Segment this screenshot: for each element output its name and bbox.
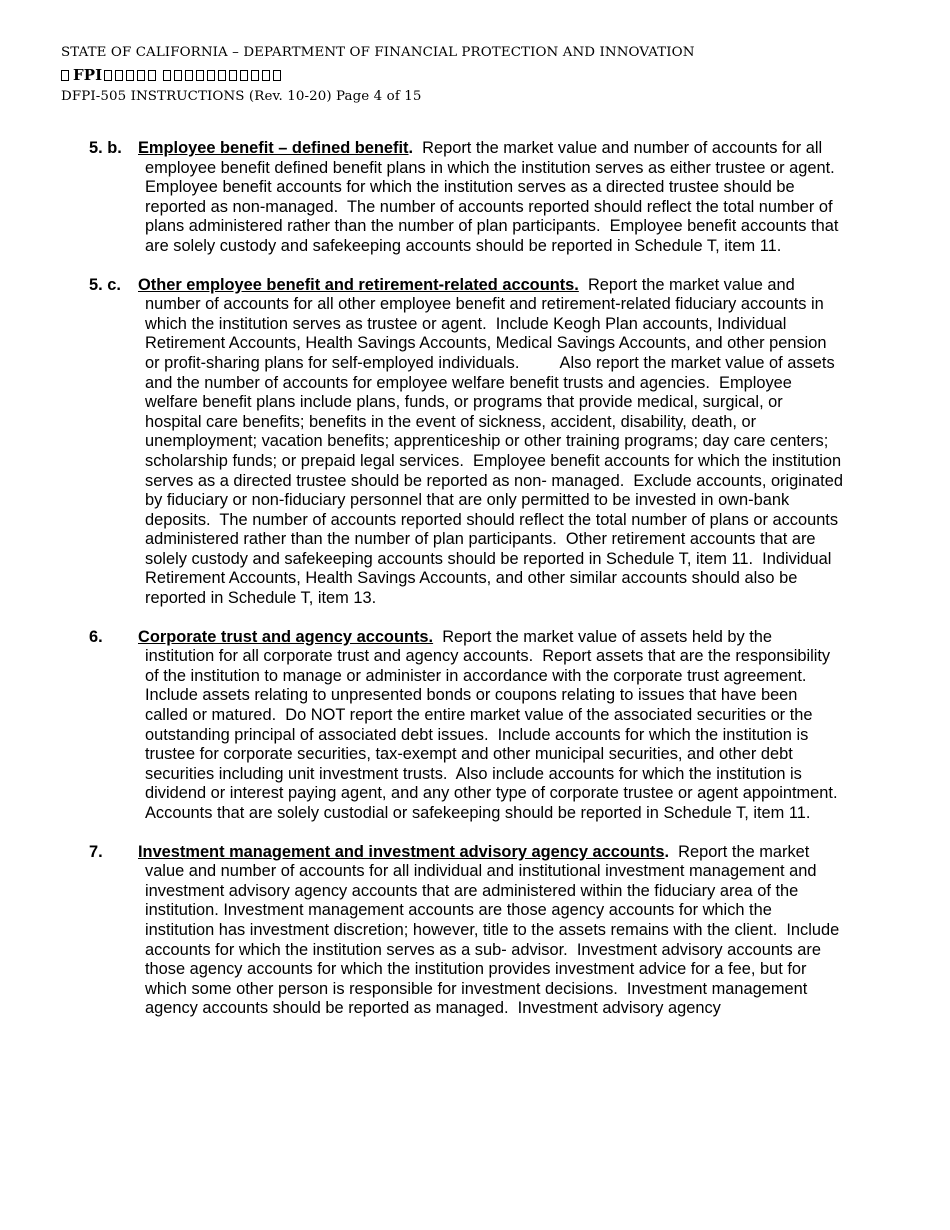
item-first-text: Report the market: [669, 842, 810, 861]
item-body-line: welfare benefit plans include plans, funds, or programs that provide medical, surgical, or: [145, 393, 783, 412]
item-first-text: Report the market value and number of accounts for all: [413, 139, 823, 157]
item-body-line: investment advisory agency accounts that are administered within the fiduciary area of the: [145, 881, 799, 900]
item-body-line: Employee benefit accounts for which the institution serves as a directed trustee should be: [145, 178, 795, 197]
logo-text: FPI: [73, 66, 103, 84]
item-first-line: [89, 139, 879, 159]
item-title-suffix: .: [664, 842, 670, 861]
item-body-line: serves as a directed trustee should be reported as non- managed. Exclude accounts, originated: [145, 471, 843, 490]
item-body-line: are solely custody and safekeeping accounts should be reported in Schedule T, item 11.: [145, 236, 782, 255]
item-body-line: which the institution serves as trustee or agent. Include Keogh Plan accounts, Individual: [145, 314, 787, 333]
item-title: Investment management and investment advisory agency accounts: [138, 842, 665, 861]
item-body-line: securities including unit investment trusts. Also include accounts for which the institution is: [145, 764, 802, 783]
item-body-line: value and number of accounts for all individual and institutional investment management and: [145, 862, 817, 881]
item-body-line: institution for all corporate trust and agency accounts. Report assets that are the responsibility: [145, 647, 831, 666]
instruction-item: [89, 276, 879, 609]
item-body-line: by fiduciary or non-fiduciary personnel that are only permitted to be invested in own-bank: [145, 491, 790, 510]
item-body-line: reported as non-managed. The number of accounts reported should reflect the total number of: [145, 197, 833, 216]
item-body-line: hospital care benefits; benefits in the event of sickness, accident, disability, death, or: [145, 412, 757, 431]
item-body-line: or profit-sharing plans for self-employed individuals. Also report the market value of assets: [145, 353, 835, 372]
item-body-line: reported in Schedule T, item 13.: [145, 589, 377, 608]
missing-glyph-icon: [61, 70, 69, 81]
item-body-line: Include assets relating to unpresented bonds or coupons relating to issues that have been: [145, 686, 798, 705]
item-body-line: Accounts that are solely custodial or safekeeping should be reported in Schedule T, item 11.: [145, 804, 811, 822]
item-number: 6.: [89, 627, 103, 646]
item-body-line: outstanding principal of associated debt issues. Include accounts for which the institution is: [145, 725, 809, 744]
item-title: Other employee benefit and retirement-related accounts.: [138, 275, 579, 294]
item-body-line: plans administered rather than the number of plan participants. Employee benefit accounts that: [145, 217, 839, 236]
item-body-line: of the institution to manage or administer in accordance with the corporate trust agreement.: [145, 666, 807, 685]
item-body: [145, 295, 879, 609]
item-body-line: solely custody and safekeeping accounts should be reported in Schedule T, item 11. Individual: [145, 549, 832, 568]
instructions-body: [89, 139, 879, 1038]
item-body-line: administered rather than the number of plan participants. Other retirement accounts that are: [145, 530, 816, 549]
item-first-line: [89, 843, 879, 863]
item-first-line: [89, 276, 879, 296]
item-first-line: [89, 628, 879, 648]
page-header: [61, 42, 695, 108]
missing-glyph-row: [104, 70, 284, 81]
item-body-line: those agency accounts for which the institution provides investment advice for a fee, but for: [145, 960, 807, 979]
item-body-line: deposits. The number of accounts reported should reflect the total number of plans or accounts: [145, 510, 839, 529]
item-body-line: scholarship funds; or prepaid legal services. Employee benefit accounts for which the institution: [145, 451, 842, 470]
item-title-suffix: .: [408, 139, 414, 157]
agency-name: STATE OF CALIFORNIA – DEPARTMENT OF FINANCIAL PROTECTION AND INNOVATION: [61, 45, 695, 60]
item-body-line: which some other person is responsible for investment decisions. Investment management: [145, 979, 808, 998]
item-body-line: Retirement Accounts, Health Savings Accounts, and other similar accounts should also be: [145, 569, 798, 588]
item-body-line: agency accounts should be reported as managed. Investment advisory agency: [145, 999, 721, 1018]
item-title: Employee benefit – defined benefit: [138, 139, 409, 157]
item-body-line: accounts for which the institution serves as a sub- advisor. Investment advisory accounts are: [145, 940, 821, 959]
instruction-item: [89, 139, 879, 257]
item-body-line: institution. Investment management accounts are those agency accounts for which the: [145, 901, 772, 920]
item-body-line: institution has investment discretion; however, title to the assets remains with the client. Include: [145, 920, 840, 939]
item-body: [145, 159, 879, 257]
item-body-line: trustee for corporate securities, tax-exempt and other municipal securities, and other debt: [145, 745, 793, 764]
item-first-text: Report the market value and: [578, 275, 795, 294]
item-number: 5. c.: [89, 275, 121, 294]
item-first-text: Report the market value of assets held by the: [433, 627, 773, 646]
item-number: 5. b.: [89, 139, 122, 157]
item-number: 7.: [89, 842, 103, 861]
item-body-line: employee benefit defined benefit plans in which the institution serves as either trustee or agent.: [145, 158, 835, 177]
item-body: [145, 647, 879, 823]
instruction-item: [89, 628, 879, 824]
item-body-line: called or matured. Do NOT report the entire market value of the associated securities or the: [145, 706, 813, 725]
item-body-line: and the number of accounts for employee welfare benefit trusts and agencies. Employee: [145, 373, 792, 392]
item-body-line: Retirement Accounts, Health Savings Accounts, Medical Savings Accounts, and other pension: [145, 334, 827, 353]
instruction-item: [89, 843, 879, 1019]
item-body: [145, 862, 879, 1019]
item-body-line: number of accounts for all other employee benefit and retirement-related fiduciary accounts in: [145, 295, 824, 314]
item-body-line: dividend or interest paying agent, and any other type of corporate trustee or agent appointment.: [145, 784, 838, 803]
agency-logo: [61, 64, 695, 86]
item-body-line: unemployment; vacation benefits; apprenticeship or other training programs; day care centers;: [145, 432, 829, 451]
item-title: Corporate trust and agency accounts.: [138, 627, 434, 646]
form-page-info: DFPI-505 INSTRUCTIONS (Rev. 10-20) Page 4 of 15: [61, 89, 422, 104]
